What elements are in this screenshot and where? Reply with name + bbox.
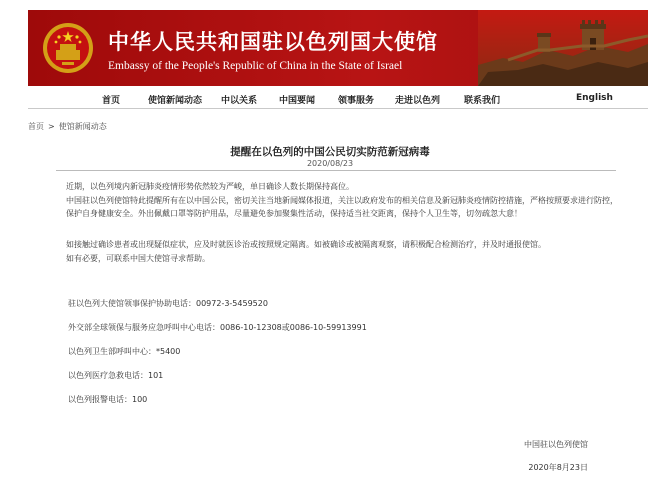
nav-item-discover-israel[interactable]: 走进以色列 [395,96,441,106]
nav-divider [28,108,648,109]
article-paragraph: 如接触过确诊患者或出现疑似症状，应及时就医诊治或按照规定隔离。如被确诊或被隔离观察，请积极配合检测治疗，并及时通报使馆。 [66,240,546,249]
article-paragraph: 如有必要，可联系中国大使馆寻求帮助。 [66,254,210,263]
nav-item-contact-us[interactable]: 联系我们 [464,96,501,106]
article-date: 2020/08/23 [306,159,354,168]
contact-mfa-hotline: 外交部全球领保与服务应急呼叫中心电话：0086-10-12308或0086-10-59913991 [68,323,367,332]
signature-date: 2020年8月23日 [528,463,588,472]
contact-health-ministry: 以色列卫生部呼叫中心：*5400 [68,347,181,356]
nav-item-china-news[interactable]: 中国要闻 [279,96,316,106]
title-divider [56,170,616,171]
nav-item-english[interactable]: English [576,93,613,103]
breadcrumb-separator: > [48,122,55,131]
nav-item-china-israel-relations[interactable]: 中以关系 [221,96,258,106]
article-title: 提醒在以色列的中国公民切实防范新冠病毒 [230,146,430,158]
article-paragraph: 近期，以色列境内新冠肺炎疫情形势依然较为严峻，单日确诊人数长期保持高位。 [66,182,354,191]
nav-item-home[interactable]: 首页 [102,96,121,106]
contact-embassy-consular: 驻以色列大使馆领事保护协助电话：00972-3-5459520 [68,299,268,308]
contact-medical-emergency: 以色列医疗急救电话：101 [68,371,164,380]
header-banner [28,10,648,86]
article-paragraph: 中国驻以色列使馆特此提醒所有在以中国公民，密切关注当地新闻媒体报道，关注以政府发布的相关信息及新冠肺炎疫情防控措施，严格按照要求进行防控，保护自身健康安全。外出佩戴口罩等防护用品，尽量避免参加聚集性活动，保持适当社交距离，保持个人卫生等，切勿疏忽大意！ [66,196,618,218]
nav-item-embassy-news[interactable]: 使馆新闻动态 [148,96,203,106]
contact-police: 以色列报警电话：100 [68,395,148,404]
main-navigation [28,91,648,107]
great-wall-image [478,10,648,86]
signature: 中国驻以色列使馆 [524,440,588,449]
national-emblem-icon [42,22,94,74]
breadcrumb [28,121,111,132]
breadcrumb-current-link[interactable]: 使馆新闻动态 [58,122,107,131]
site-subtitle: Embassy of the People's Republic of China in the State of Israel [108,60,403,72]
site-title: 中华人民共和国驻以色列国大使馆 [108,29,438,54]
nav-item-consular-services[interactable]: 领事服务 [338,96,375,106]
breadcrumb-home-link[interactable]: 首页 [28,122,44,131]
